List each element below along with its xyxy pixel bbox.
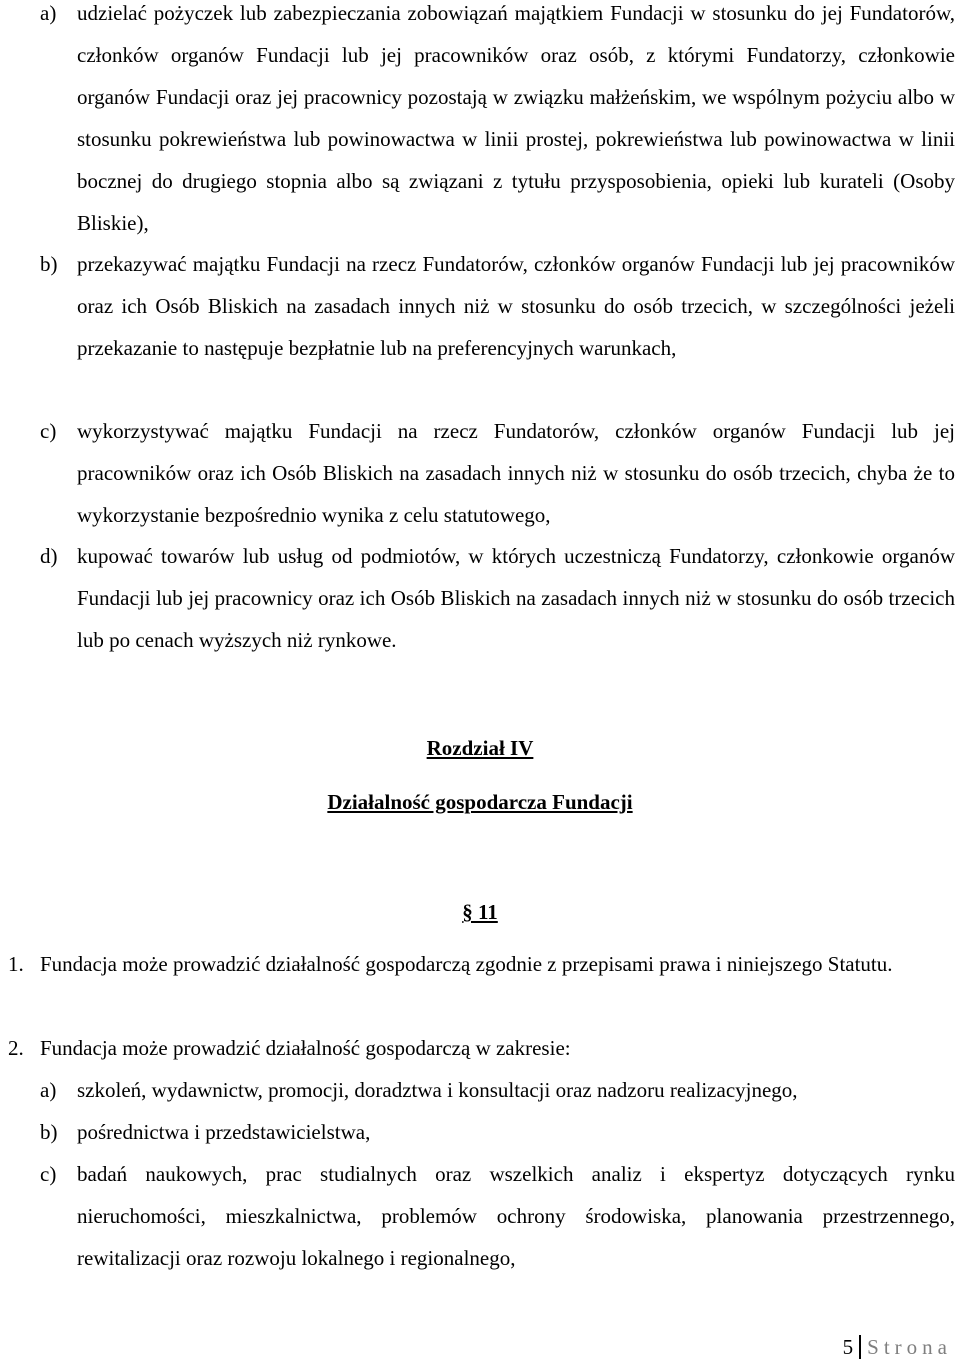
numbered-item [0,1027,955,1069]
list-item [40,1153,955,1279]
list-item [40,1111,955,1153]
page-number [843,1332,952,1362]
list-marker: b) [40,1120,58,1144]
list-item [40,535,955,661]
page-number-value: 5 [842,1335,854,1359]
list-marker: c) [40,419,57,443]
list-item [40,1069,955,1111]
list-marker: a) [40,1078,57,1102]
list-item [40,410,955,536]
list-item [40,0,955,244]
chapter-subtitle: Działalność gospodarcza Fundacji [327,790,633,814]
list-item-text: kupować towarów lub usług od podmiotów, w których uczestniczą Fundatorzy, członkowie organów Fundacji lub jej pracownicy oraz ich Osób Bliskich na zasadach innych niż w stosunku do osób trzecich lub po cenach wyższych niż rynkowe. [77,544,955,652]
list-item-text: szkoleń, wydawnictw, promocji, doradztwa i konsultacji oraz nadzoru realizacyjnego, [77,1078,798,1102]
number-marker: 1. [8,952,24,976]
list-marker: d) [40,544,58,568]
numbered-item-text: Fundacja może prowadzić działalność gospodarczą w zakresie: [40,1036,571,1060]
number-marker: 2. [8,1036,24,1060]
numbered-item-text: Fundacja może prowadzić działalność gospodarczą zgodnie z przepisami prawa i niniejszego Statutu. [40,952,893,976]
chapter-title: Rozdział IV [426,736,534,760]
paragraph-symbol: § 11 [462,900,498,924]
list-marker: c) [40,1162,57,1186]
list-item-text: udzielać pożyczek lub zabezpieczania zobowiązań majątkiem Fundacji w stosunku do jej Fundatorów, członków organów Fundacji lub jej pracowników oraz osób, z którymi Fundatorzy, członkowie organów Fundacji oraz jej pracownicy pozostają w związku małżeńskim, we wspólnym pożyciu albo w stosunku pokrewieństwa lub powinowactwa w linii prostej, pokrewieństwa lub powinowactwa w linii bocznej do drugiego stopnia albo są związani z tytułu przysposobienia, opieki lub kurateli (Osoby Bliskie), [77,1,955,235]
numbered-item [0,943,955,985]
list-item-text: przekazywać majątku Fundacji na rzecz Fundatorów, członków organów Fundacji lub jej pracowników oraz ich Osób Bliskich na zasadach innych niż w stosunku do osób trzecich, w szczególności jeżeli przekazanie to następuje bezpłatnie lub na preferencyjnych warunkach, [77,252,955,360]
list-item-text: wykorzystywać majątku Fundacji na rzecz Fundatorów, członków organów Fundacji lub jej pracowników oraz ich Osób Bliskich na zasadach innych niż w stosunku do osób trzecich, chyba że to wykorzystanie bezpośrednio wynika z celu statutowego, [77,419,955,527]
list-item [40,243,955,369]
list-marker: b) [40,252,58,276]
page-number-label: Strona [867,1335,952,1359]
list-marker: a) [40,1,57,25]
list-item-text: pośrednictwa i przedstawicielstwa, [77,1120,371,1144]
list-item-text: badań naukowych, prac studialnych oraz wszelkich analiz i ekspertyz dotyczących rynku nieruchomości, mieszkalnictwa, problemów ochrony środowiska, planowania przestrzennego, rewitalizacji oraz rozwoju lokalnego i regionalnego, [77,1162,955,1270]
page-number-separator [859,1335,861,1359]
